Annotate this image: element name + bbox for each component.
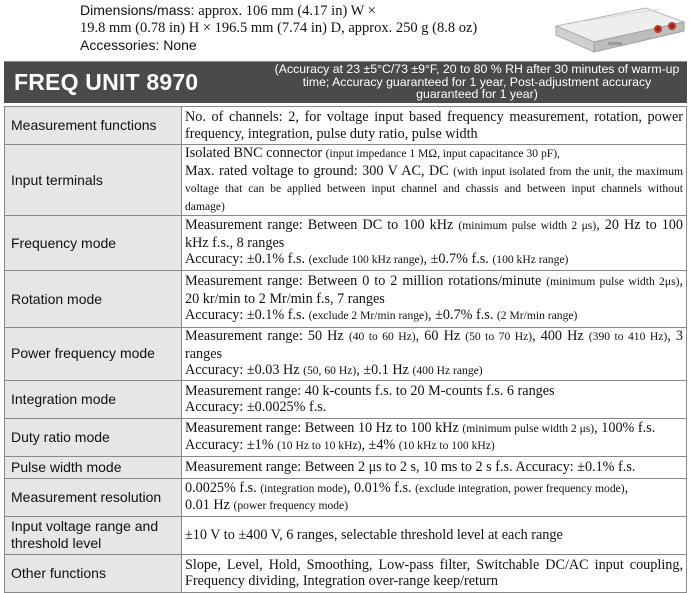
text-part: Measurement range: Between 0 to 2 million rotations/minute <box>185 273 542 290</box>
text-part: Measurement range: Between DC to 100 kHz <box>185 217 454 234</box>
row-label: Frequency mode <box>5 216 182 271</box>
dimensions-value-part-2: 19.8 mm (0.78 in) H × 196.5 mm (7.74 in) D, approx. 250 g (8.8 oz) <box>80 20 478 36</box>
row-value: Slope, Level, Hold, Smoothing, Low-pass filter, Switchable DC/AC input coupling, Frequency dividing, Integration over-range keep/return <box>182 554 687 592</box>
freq-unit-product-photo <box>548 2 686 58</box>
row-value: Measurement range: Between 2 μs to 2 s, 10 ms to 2 s f.s. Accuracy: ±0.1% f.s. <box>182 456 687 478</box>
text-part: , ±0.1 Hz <box>356 362 409 378</box>
row-label: Pulse width mode <box>5 456 182 478</box>
row-label: Duty ratio mode <box>5 418 182 456</box>
text-note: (50, 60 Hz) <box>303 364 357 377</box>
text-part: Max. rated voltage to ground: 300 V AC, DC <box>185 162 449 179</box>
accuracy-note: (Accuracy at 23 ±5°C/73 ±9°F, 20 to 80 % RH after 30 minutes of warm-up time; Accuracy guaranteed for 1 year, Post-adjustment accuracy guaranteed for 1 year) <box>274 62 680 102</box>
table-row <box>5 107 687 145</box>
product-summary <box>80 2 550 54</box>
accessories-label: Accessories: <box>80 37 160 53</box>
table-row <box>5 554 687 592</box>
text-note: (10 Hz to 10 kHz) <box>277 439 362 452</box>
table-row <box>5 516 687 554</box>
text-note: (50 to 70 Hz) <box>465 330 533 343</box>
row-value <box>182 418 687 456</box>
row-value <box>182 271 687 328</box>
text-part: Measurement range: 50 Hz <box>185 328 344 344</box>
row-label: Rotation mode <box>5 271 182 328</box>
row-label: Power frequency mode <box>5 328 182 381</box>
table-row <box>5 216 687 271</box>
text-note: (400 Hz range) <box>412 364 483 377</box>
row-value <box>182 478 687 516</box>
row-label: Measurement functions <box>5 107 182 145</box>
text-note: (integration mode) <box>260 481 347 495</box>
text-note: (40 to 60 Hz) <box>348 330 416 343</box>
text-part: , ±0.7% f.s. <box>423 251 489 268</box>
text-part: Accuracy: ±0.1% f.s. <box>185 251 306 268</box>
text-note: (2 Mr/min range) <box>496 309 578 323</box>
text-note: (exclude 2 Mr/min range) <box>308 309 429 323</box>
table-row <box>5 418 687 456</box>
row-value: ±10 V to ±400 V, 6 ranges, selectable threshold level at each range <box>182 516 687 554</box>
text-part: Accuracy: ±0.1% f.s. <box>185 307 306 324</box>
text-note: (exclude 100 kHz range) <box>308 253 424 267</box>
text-note: (minimum pulse width 2 μs) <box>462 421 595 435</box>
dimensions-value-part-1: approx. 106 mm (4.17 in) W × <box>198 3 376 19</box>
accessories-value: None <box>163 37 197 53</box>
section-title: FREQ UNIT 8970 <box>14 69 199 95</box>
text-part: Accuracy: ±1% <box>185 437 274 453</box>
text-part: , 0.01% f.s. <box>346 479 412 496</box>
text-part: 0.01 Hz <box>185 497 230 513</box>
text-note: (minimum pulse width 2 μs) <box>458 219 597 233</box>
text-part: , <box>624 479 629 496</box>
table-row <box>5 271 687 328</box>
text-part: , ±0.7% f.s. <box>428 307 494 324</box>
text-part: Accuracy: ±0.03 Hz <box>185 362 300 378</box>
text-part: Isolated BNC connector <box>185 145 323 161</box>
row-label: Integration mode <box>5 380 182 418</box>
dimensions-label: Dimensions/mass: <box>80 2 195 18</box>
table-row <box>5 380 687 418</box>
row-value <box>182 145 687 216</box>
row-value <box>182 380 687 418</box>
text-part: Measurement range: Between 10 Hz to 100 kHz <box>185 419 459 436</box>
text-part: , 60 Hz <box>415 328 461 344</box>
text-part: Accuracy: ±0.0025% f.s. <box>185 399 327 415</box>
text-part: , 3 ranges <box>185 328 683 362</box>
row-value: No. of channels: 2, for voltage input based frequency measurement, rotation, power frequency, integration, pulse duty ratio, pulse width <box>182 107 687 145</box>
text-note: (power frequency mode) <box>233 499 349 512</box>
accessories-line <box>80 37 550 54</box>
table-row <box>5 145 687 216</box>
row-value <box>182 216 687 271</box>
text-note: (exclude integration, power frequency mode) <box>415 481 625 495</box>
text-part: , ±4% <box>361 437 396 453</box>
table-row <box>5 328 687 381</box>
text-note: (minimum pulse width 2μs) <box>546 275 680 289</box>
row-label: Input terminals <box>5 145 182 216</box>
text-part: , 400 Hz <box>532 328 584 344</box>
text-part: 0.0025% f.s. <box>185 479 257 496</box>
text-part: , 20 kr/min to 2 Mr/min f.s, 7 ranges <box>185 273 683 307</box>
row-label: Measurement resolution <box>5 478 182 516</box>
text-part: , 100% f.s. <box>594 419 656 436</box>
text-note: (100 kHz range) <box>492 253 569 267</box>
dimensions-line-1 <box>80 2 550 20</box>
row-label: Input voltage range and threshold level <box>5 516 182 554</box>
table-row <box>5 478 687 516</box>
row-label: Other functions <box>5 554 182 592</box>
text-note: (390 to 410 Hz) <box>588 330 668 343</box>
row-value <box>182 328 687 381</box>
text-note: (10 kHz to 100 kHz) <box>398 439 495 452</box>
text-note: (with input isolated from the unit, the maximum voltage that can be applied between input channel and chassis and between input channels without damage) <box>185 164 684 213</box>
specifications-table <box>4 106 687 593</box>
text-part: Measurement range: 40 k-counts f.s. to 20 M-counts f.s. 6 ranges <box>185 382 555 399</box>
table-row <box>5 456 687 478</box>
text-part: , 20 Hz to 100 kHz f.s., 8 ranges <box>185 217 683 251</box>
section-header <box>4 61 687 103</box>
text-note: (input impedance 1 MΩ, input capacitance 30 pF), <box>325 147 560 160</box>
